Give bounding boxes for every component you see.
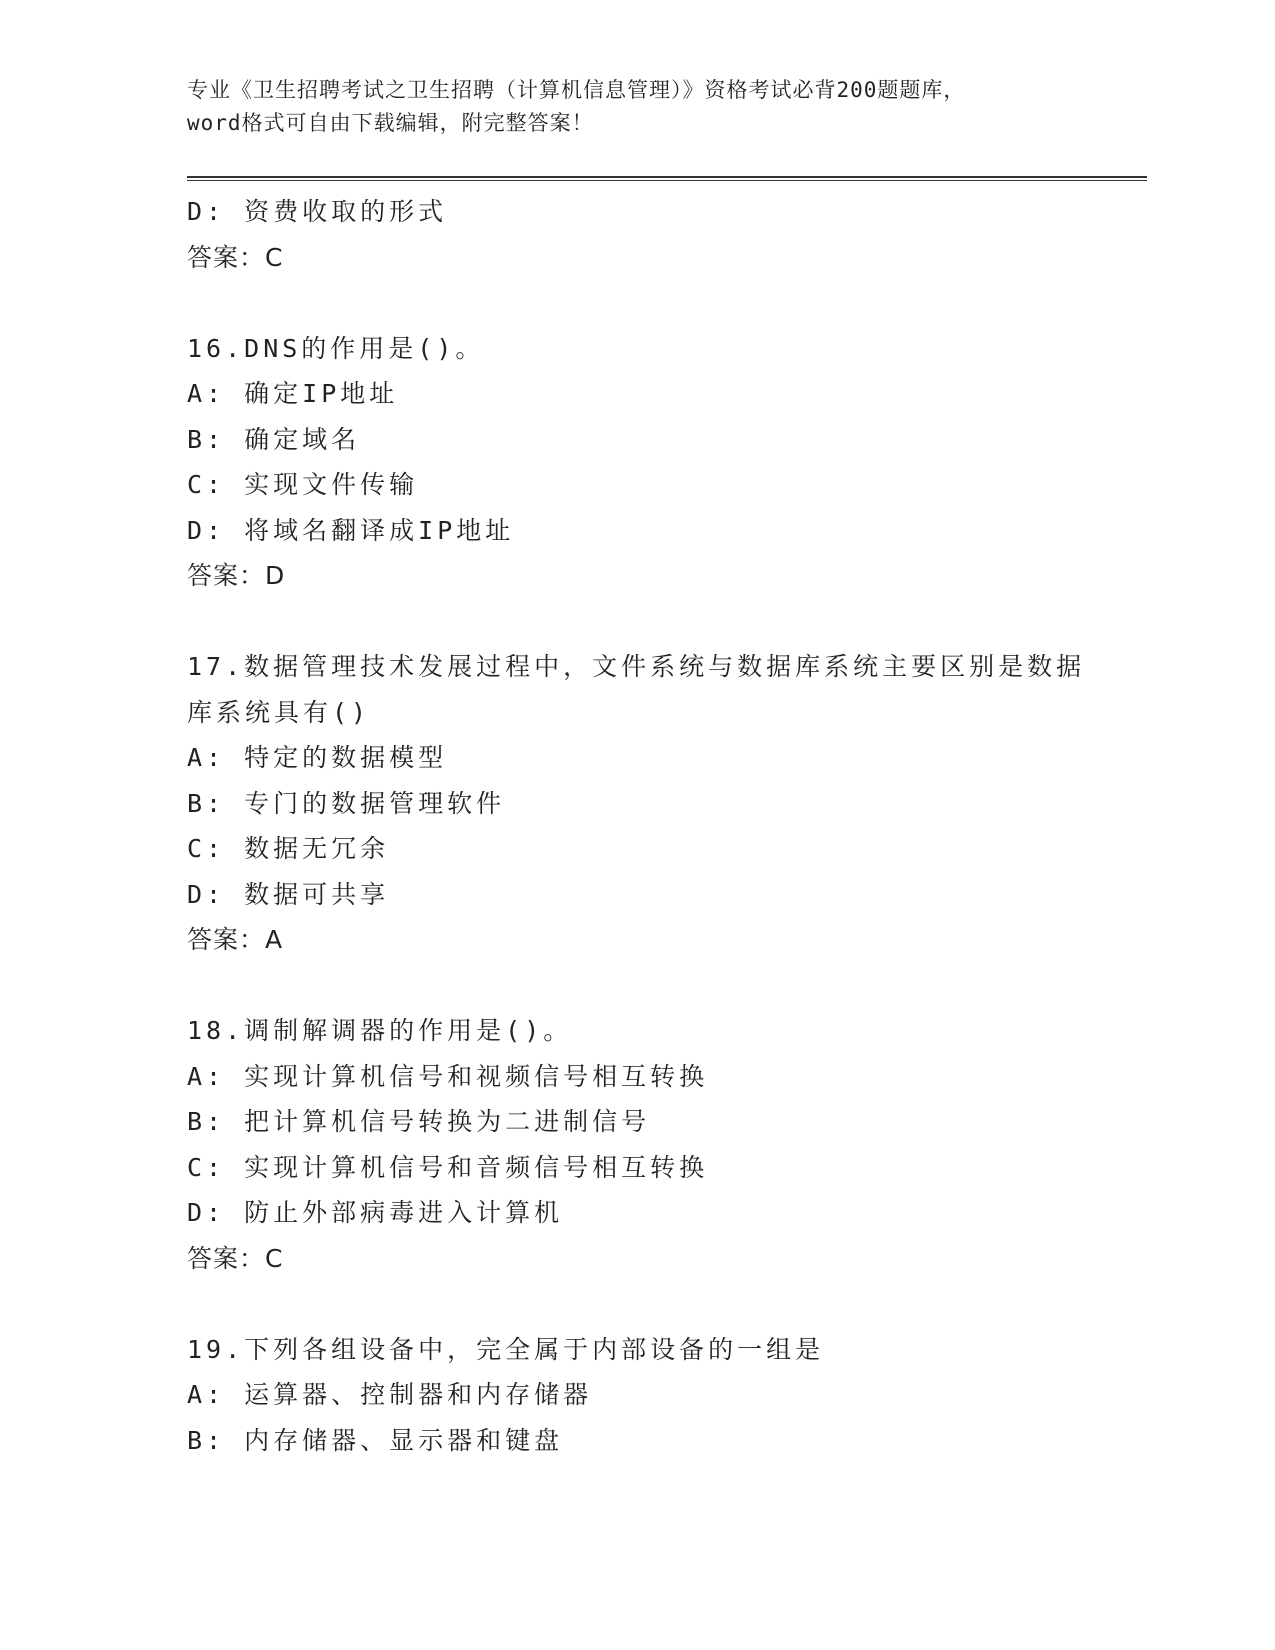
option-d: D: 资费收取的形式 — [187, 197, 448, 226]
option-b: B: 内存储器、显示器和键盘 — [187, 1425, 564, 1455]
question-15-tail — [187, 189, 1147, 280]
option-b: B: 专门的数据管理软件 — [187, 788, 506, 818]
document-title-line-1: 专业《卫生招聘考试之卫生招聘（计算机信息管理）》资格考试必背200题题库， — [187, 78, 966, 102]
option-a: A: 运算器、控制器和内存储器 — [187, 1380, 593, 1409]
question-stem: 18.调制解调器的作用是()。 — [187, 1016, 573, 1045]
header-divider — [187, 176, 1147, 181]
answer-line: 答案：C — [187, 1243, 284, 1273]
question-stem: 19.下列各组设备中，完全属于内部设备的一组是 — [187, 1334, 825, 1364]
question-19 — [187, 1327, 1147, 1464]
option-d: D: 防止外部病毒进入计算机 — [187, 1198, 564, 1227]
option-b: B: 确定域名 — [187, 424, 361, 454]
option-a: A: 特定的数据模型 — [187, 743, 448, 772]
document-page — [187, 74, 1147, 1463]
option-d: D: 将域名翻译成IP地址 — [187, 515, 515, 545]
answer-line: 答案：D — [187, 561, 286, 590]
answer-line: 答案：C — [187, 242, 284, 272]
option-a: A: 实现计算机信号和视频信号相互转换 — [187, 1061, 709, 1091]
option-c: C: 实现计算机信号和音频信号相互转换 — [187, 1152, 709, 1182]
document-title-line-2: word格式可自由下载编辑，附完整答案！ — [187, 111, 594, 135]
option-c: C: 数据无冗余 — [187, 834, 390, 863]
option-a: A: 确定IP地址 — [187, 379, 399, 408]
question-stem-continued: 库系统具有() — [187, 697, 371, 727]
question-stem: 17.数据管理技术发展过程中，文件系统与数据库系统主要区别是数据 — [187, 652, 1086, 681]
question-16 — [187, 326, 1147, 599]
question-stem: 16.DNS的作用是()。 — [187, 333, 485, 363]
answer-line: 答案：A — [187, 925, 284, 954]
option-d: D: 数据可共享 — [187, 879, 390, 909]
option-b: B: 把计算机信号转换为二进制信号 — [187, 1107, 651, 1136]
option-c: C: 实现文件传输 — [187, 470, 419, 499]
question-18 — [187, 1008, 1147, 1281]
question-17 — [187, 644, 1147, 963]
